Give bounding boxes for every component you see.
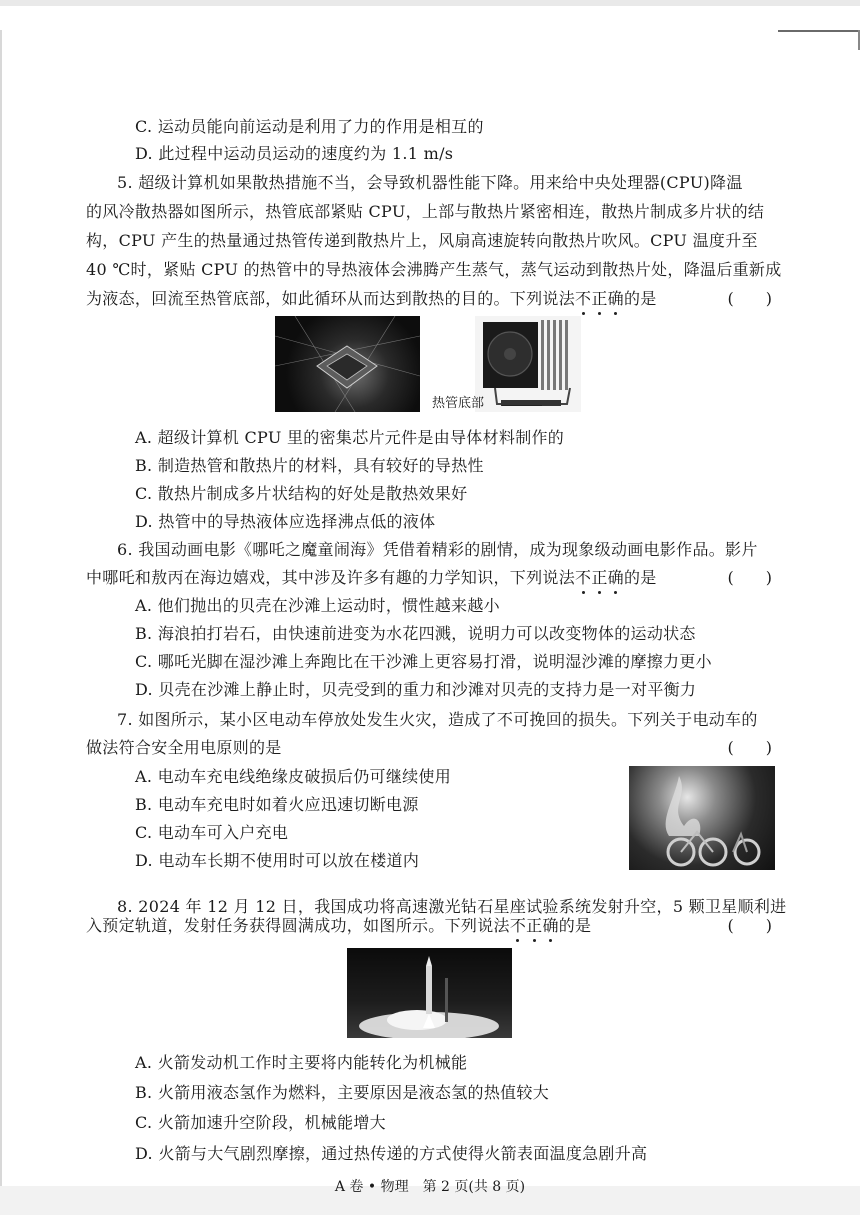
emphasis-char: 确 bbox=[542, 916, 559, 935]
q5-stem-line1: 5. 超级计算机如果散热措施不当，会导致机器性能下降。用来给中央处理器(CPU)降温 bbox=[117, 173, 743, 192]
q6-answer-bracket: ( ) bbox=[727, 568, 772, 587]
q8-stem-text: 入预定轨道，发射任务获得圆满成功，如图所示。下列说法 bbox=[86, 916, 510, 935]
q8-option-c: C. 火箭加速升空阶段，机械能增大 bbox=[135, 1113, 386, 1132]
q8-stem-line1: 8. 2024 年 12 月 12 日，我国成功将高速激光钻石星座试验系统发射升空，5 颗卫星顺利进 bbox=[117, 897, 787, 916]
q7-option-c: C. 电动车可入户充电 bbox=[135, 823, 289, 842]
q7-option-b: B. 电动车充电时如着火应迅速切断电源 bbox=[135, 795, 419, 814]
emphasis-char: 不 bbox=[575, 568, 592, 587]
emphasis-char: 正 bbox=[591, 568, 608, 587]
q5-stem-line4: 40 ℃时，紧贴 CPU 的热管中的导热液体会沸腾产生蒸气，蒸气运动到散热片处，降温后重新成 bbox=[86, 260, 782, 279]
q4-option-c: C. 运动员能向前运动是利用了力的作用是相互的 bbox=[135, 117, 484, 136]
emphasis-char: 不 bbox=[509, 916, 527, 935]
q8-stem-text-end: 的是 bbox=[558, 916, 592, 935]
q5-option-b: B. 制造热管和散热片的材料，具有较好的导热性 bbox=[135, 456, 484, 475]
q5-stem-line2: 的风冷散热器如图所示，热管底部紧贴 CPU，上部与散热片紧密相连，散热片制成多片状的结 bbox=[86, 202, 765, 221]
corner-mark bbox=[778, 30, 860, 32]
q8-option-d: D. 火箭与大气剧烈摩擦，通过热传递的方式使得火箭表面温度急剧升高 bbox=[135, 1144, 648, 1163]
q7-option-d: D. 电动车长期不使用时可以放在楼道内 bbox=[135, 851, 420, 870]
caption-leader-line bbox=[502, 405, 542, 406]
q6-stem-line1: 6. 我国动画电影《哪吒之魔童闹海》凭借着精彩的剧情，成为现象级动画电影作品。影片 bbox=[117, 540, 758, 559]
q6-stem-line2 bbox=[86, 567, 780, 589]
cpu-cooler-image bbox=[475, 316, 581, 412]
q8-option-b: B. 火箭用液态氢作为燃料，主要原因是液态氢的热值较大 bbox=[135, 1083, 550, 1102]
scan-edge-top bbox=[0, 0, 860, 6]
q6-stem-text: 中哪吒和敖丙在海边嬉戏，其中涉及许多有趣的力学知识，下列说法 bbox=[86, 568, 576, 587]
cpu-chip-image bbox=[275, 316, 420, 412]
q5-stem-text: 为液态，回流至热管底部，如此循环从而达到散热的目的。下列说法 bbox=[86, 289, 576, 308]
page-footer: A 卷 • 物理 第 2 页(共 8 页) bbox=[334, 1179, 526, 1195]
heat-pipe-caption: 热管底部 bbox=[432, 396, 485, 411]
emphasis-char: 不 bbox=[575, 289, 592, 308]
q6-option-b: B. 海浪拍打岩石，由快速前进变为水花四溅，说明力可以改变物体的运动状态 bbox=[135, 624, 696, 643]
q6-option-c: C. 哪吒光脚在湿沙滩上奔跑比在干沙滩上更容易打滑，说明湿沙滩的摩擦力更小 bbox=[135, 652, 712, 671]
q6-option-a: A. 他们抛出的贝壳在沙滩上运动时，惯性越来越小 bbox=[135, 596, 500, 615]
q5-stem-line3: 构，CPU 产生的热量通过热管传递到散热片上，风扇高速旋转向散热片吹风。CPU 温度升至 bbox=[86, 231, 758, 250]
q7-stem-line1: 7. 如图所示，某小区电动车停放处发生火灾，造成了不可挽回的损失。下列关于电动车的 bbox=[117, 710, 758, 729]
q5-option-a: A. 超级计算机 CPU 里的密集芯片元件是由导体材料制作的 bbox=[135, 428, 565, 447]
emphasis-char: 确 bbox=[607, 568, 624, 587]
q5-answer-bracket: ( ) bbox=[727, 289, 772, 308]
q5-option-d: D. 热管中的导热液体应选择沸点低的液体 bbox=[135, 512, 436, 531]
q6-stem-text-end: 的是 bbox=[623, 568, 657, 587]
q5-option-c: C. 散热片制成多片状结构的好处是散热效果好 bbox=[135, 484, 468, 503]
q7-option-a: A. 电动车充电线绝缘皮破损后仍可继续使用 bbox=[135, 767, 452, 786]
q5-stem-text-end: 的是 bbox=[623, 289, 657, 308]
q8-option-a: A. 火箭发动机工作时主要将内能转化为机械能 bbox=[135, 1053, 468, 1072]
emphasis-char: 正 bbox=[591, 289, 608, 308]
q7-answer-bracket: ( ) bbox=[727, 738, 772, 757]
q8-answer-bracket: ( ) bbox=[727, 916, 772, 935]
emphasis-char: 正 bbox=[526, 916, 543, 935]
ebike-fire-image bbox=[629, 766, 775, 870]
scan-edge-left bbox=[0, 30, 2, 1200]
rocket-launch-image bbox=[347, 948, 512, 1038]
q6-option-d: D. 贝壳在沙滩上静止时，贝壳受到的重力和沙滩对贝壳的支持力是一对平衡力 bbox=[135, 680, 697, 699]
q4-option-d: D. 此过程中运动员运动的速度约为 1.1 m/s bbox=[135, 144, 454, 163]
emphasis-char: 确 bbox=[607, 289, 624, 308]
q7-stem-line2: 做法符合安全用电原则的是 bbox=[86, 738, 282, 757]
q8-stem-line2 bbox=[86, 915, 780, 937]
q5-stem-line5 bbox=[86, 288, 780, 310]
